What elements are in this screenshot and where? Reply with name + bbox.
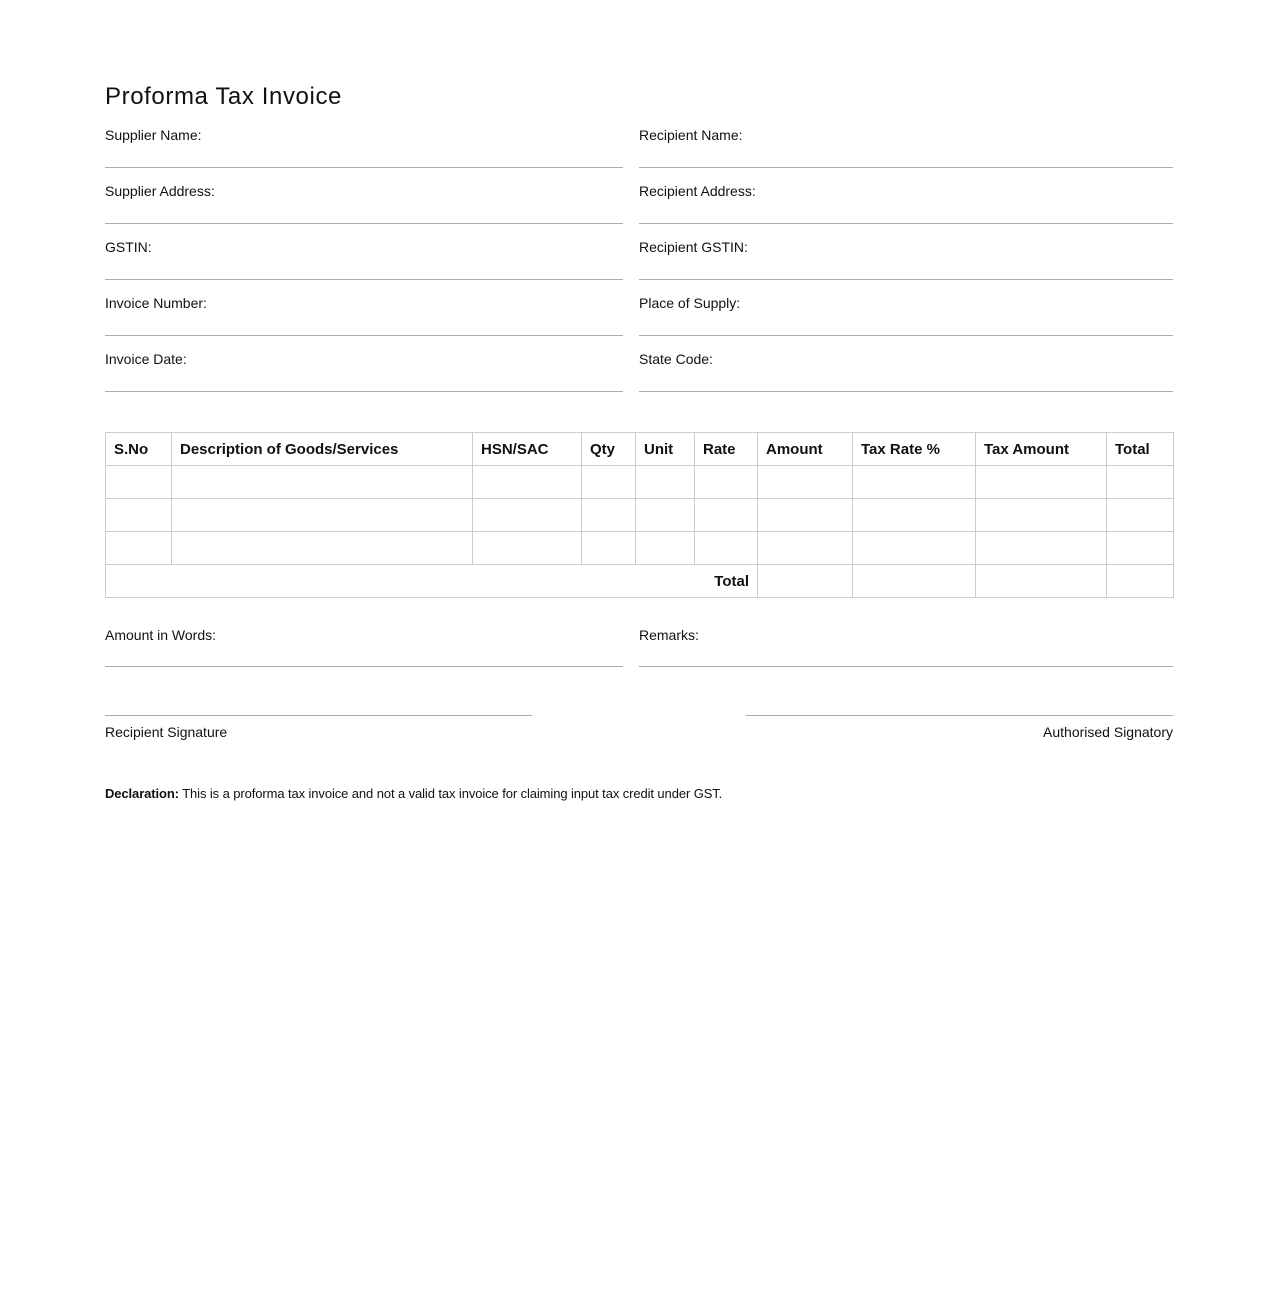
field-label: Remarks: (639, 627, 699, 643)
cell-tax-amount[interactable] (976, 532, 1107, 565)
cell-rate[interactable] (695, 466, 758, 499)
supplier-address-field[interactable] (105, 183, 623, 224)
table-header-row (106, 433, 1174, 466)
declaration (105, 786, 722, 801)
cell-tax-rate[interactable] (853, 499, 976, 532)
cell-rate[interactable] (695, 532, 758, 565)
cell-sno[interactable] (106, 499, 172, 532)
state-code-field[interactable] (639, 351, 1173, 392)
cell-hsn-sac[interactable] (473, 499, 582, 532)
header-hsn-sac: HSN/SAC (473, 433, 582, 466)
cell-qty[interactable] (582, 466, 636, 499)
field-label: Amount in Words: (105, 627, 217, 643)
declaration-text: This is a proforma tax invoice and not a valid tax invoice for claiming input tax credit under GST. (178, 786, 723, 801)
cell-amount[interactable] (758, 499, 853, 532)
recipient-signature-line[interactable] (105, 715, 532, 716)
field-label: Recipient Name: (639, 127, 743, 143)
invoice-number-field[interactable] (105, 295, 623, 336)
gstin-field[interactable] (105, 239, 623, 280)
cell-amount[interactable] (758, 532, 853, 565)
cell-total[interactable] (1107, 499, 1174, 532)
cell-tax-amount[interactable] (976, 466, 1107, 499)
cell-sno[interactable] (106, 532, 172, 565)
amount-in-words-field[interactable] (105, 627, 623, 667)
field-label: Recipient GSTIN: (639, 239, 748, 255)
cell-description[interactable] (172, 466, 473, 499)
table-row (106, 532, 1174, 565)
field-label: Place of Supply: (639, 295, 741, 311)
total-row (106, 565, 1174, 598)
cell-tax-rate[interactable] (853, 532, 976, 565)
header-description: Description of Goods/Services (172, 433, 473, 466)
total-label: Total (106, 565, 758, 598)
cell-total[interactable] (1107, 466, 1174, 499)
grand-total-cell[interactable] (1107, 565, 1174, 598)
field-label: Invoice Date: (105, 351, 187, 367)
header-amount: Amount (758, 433, 853, 466)
header-total: Total (1107, 433, 1174, 466)
cell-qty[interactable] (582, 532, 636, 565)
cell-hsn-sac[interactable] (473, 532, 582, 565)
field-label: Supplier Name: (105, 127, 202, 143)
cell-description[interactable] (172, 499, 473, 532)
invoice-date-field[interactable] (105, 351, 623, 392)
header-qty: Qty (582, 433, 636, 466)
cell-unit[interactable] (636, 466, 695, 499)
table-row (106, 499, 1174, 532)
header-sno: S.No (106, 433, 172, 466)
page-title: Proforma Tax Invoice (105, 83, 342, 110)
recipient-address-field[interactable] (639, 183, 1173, 224)
cell-rate[interactable] (695, 499, 758, 532)
field-label: Recipient Address: (639, 183, 756, 199)
declaration-label: Declaration: (105, 786, 179, 801)
cell-sno[interactable] (106, 466, 172, 499)
cell-amount[interactable] (758, 466, 853, 499)
field-label: Invoice Number: (105, 295, 207, 311)
items-table (105, 432, 1174, 598)
authorised-signatory-label: Authorised Signatory (1043, 724, 1173, 740)
field-label: State Code: (639, 351, 713, 367)
cell-tax-rate[interactable] (853, 466, 976, 499)
remarks-field[interactable] (639, 627, 1173, 667)
header-tax-rate: Tax Rate % (853, 433, 976, 466)
total-tax-rate-cell[interactable] (853, 565, 976, 598)
header-tax-amount: Tax Amount (976, 433, 1107, 466)
cell-tax-amount[interactable] (976, 499, 1107, 532)
supplier-name-field[interactable] (105, 127, 623, 168)
authorised-signature-line[interactable] (746, 715, 1173, 716)
cell-description[interactable] (172, 532, 473, 565)
total-tax-amount-cell[interactable] (976, 565, 1107, 598)
total-amount-cell[interactable] (758, 565, 853, 598)
table-row (106, 466, 1174, 499)
field-label: GSTIN: (105, 239, 152, 255)
header-rate: Rate (695, 433, 758, 466)
recipient-name-field[interactable] (639, 127, 1173, 168)
field-label: Supplier Address: (105, 183, 215, 199)
cell-qty[interactable] (582, 499, 636, 532)
place-of-supply-field[interactable] (639, 295, 1173, 336)
cell-unit[interactable] (636, 499, 695, 532)
cell-hsn-sac[interactable] (473, 466, 582, 499)
cell-unit[interactable] (636, 532, 695, 565)
header-unit: Unit (636, 433, 695, 466)
recipient-gstin-field[interactable] (639, 239, 1173, 280)
cell-total[interactable] (1107, 532, 1174, 565)
recipient-signature-label: Recipient Signature (105, 724, 228, 740)
